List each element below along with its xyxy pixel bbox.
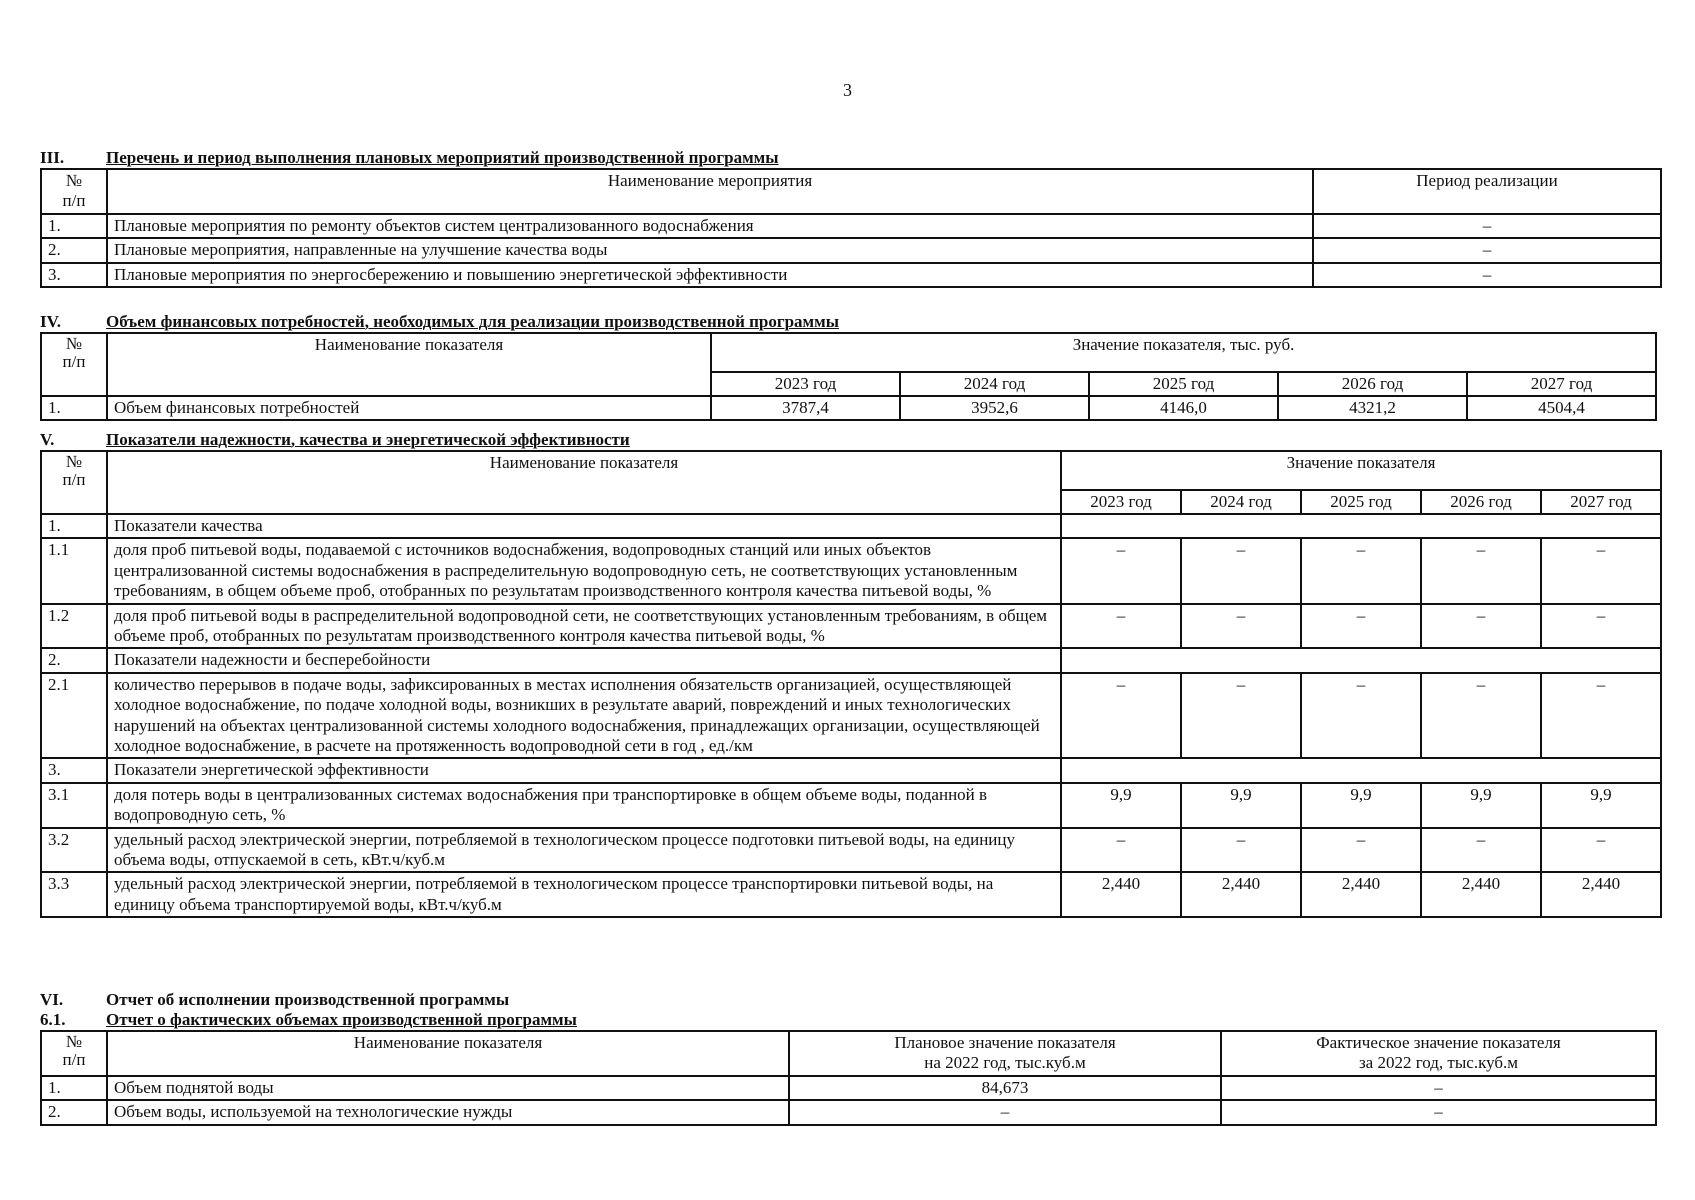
section-4 — [40, 312, 1657, 421]
header-number: № п/п — [41, 1031, 107, 1076]
table-header-row — [41, 1031, 1656, 1076]
row-number: 2.1 — [41, 673, 107, 759]
section-3 — [40, 148, 1662, 288]
table-row — [41, 828, 1661, 873]
row-value: – — [1421, 538, 1541, 603]
header-name-cont — [107, 372, 711, 396]
row-value: 2,440 — [1541, 872, 1661, 917]
row-value: 4504,4 — [1467, 396, 1656, 420]
header-number-cont — [41, 490, 107, 514]
header-number-text: № п/п — [62, 452, 86, 489]
row-number: 2. — [41, 1100, 107, 1124]
row-number: 1. — [41, 1076, 107, 1100]
row-number: 1. — [41, 396, 107, 420]
section-6-title: Отчет об исполнении производственной программы — [106, 989, 510, 1009]
row-value: – — [1541, 538, 1661, 603]
header-number-text: № п/п — [62, 334, 86, 371]
row-value: – — [1061, 604, 1181, 649]
row-name: Плановые мероприятия, направленные на улучшение качества воды — [107, 238, 1313, 262]
row-value: – — [1061, 828, 1181, 873]
row-number: 1.1 — [41, 538, 107, 603]
row-value: – — [1301, 538, 1421, 603]
row-value: – — [1061, 538, 1181, 603]
row-value-empty — [1061, 758, 1661, 782]
section-4-title: Объем финансовых потребностей, необходимых для реализации производственной программы — [106, 311, 839, 331]
row-value: – — [1421, 828, 1541, 873]
row-value: – — [1181, 604, 1301, 649]
section-5 — [40, 430, 1662, 918]
header-number — [41, 333, 107, 372]
years-row — [41, 490, 1661, 514]
row-name: Объем воды, используемой на технологические нужды — [107, 1100, 789, 1124]
year-header: 2024 год — [1181, 490, 1301, 514]
row-name: доля проб питьевой воды, подаваемой с источников водоснабжения, водопроводных станций или иных объектов централизованной системы водоснабжения в распределительную водопроводную сеть, не соответствующих установленным требованиям, в общем объеме проб, отобранных по результатам производственного контроля качества питьевой воды, % — [107, 538, 1061, 603]
header-fact: Фактическое значение показателя за 2022 год, тыс.куб.м — [1221, 1031, 1656, 1076]
section-5-heading — [40, 430, 1662, 450]
section-5-table — [40, 450, 1662, 918]
header-number: № п/п — [41, 169, 107, 214]
row-period: – — [1313, 263, 1661, 287]
section-3-heading — [40, 148, 1662, 168]
row-number: 2. — [41, 648, 107, 672]
table-row — [41, 1100, 1656, 1124]
year-header: 2027 год — [1467, 372, 1656, 396]
table-row — [41, 673, 1661, 759]
table-row — [41, 783, 1661, 828]
year-header: 2023 год — [1061, 490, 1181, 514]
row-value: 2,440 — [1181, 872, 1301, 917]
row-value: 4146,0 — [1089, 396, 1278, 420]
header-number-cont — [41, 372, 107, 396]
header-value: Значение показателя — [1061, 451, 1661, 490]
row-number: 2. — [41, 238, 107, 262]
row-value: – — [1421, 673, 1541, 759]
row-value: – — [1541, 604, 1661, 649]
section-6-heading — [40, 990, 1657, 1010]
row-number: 3. — [41, 263, 107, 287]
row-value: 9,9 — [1181, 783, 1301, 828]
header-name: Наименование мероприятия — [107, 169, 1313, 214]
row-value: – — [1181, 538, 1301, 603]
table-header-row — [41, 333, 1656, 372]
row-value: 9,9 — [1061, 783, 1181, 828]
table-row — [41, 214, 1661, 238]
table-row — [41, 538, 1661, 603]
header-name-cont — [107, 490, 1061, 514]
row-number: 1.2 — [41, 604, 107, 649]
table-row — [41, 604, 1661, 649]
table-row — [41, 263, 1661, 287]
row-name: количество перерывов в подаче воды, зафиксированных в местах исполнения обязательств организацией, осуществляющей холодное водоснабжение, по подаче холодной воды, возникших в результате аварий, повреждений и иных технологических нарушений на объектах централизованной системы холодного водоснабжения, принадлежащих организации, осуществляющей холодное водоснабжение, в расчете на протяженность водопроводной сети в год , ед./км — [107, 673, 1061, 759]
section-6-1-number: 6.1. — [40, 1009, 66, 1029]
section-6-1-title: Отчет о фактических объемах производственной программы — [106, 1009, 577, 1029]
row-value: – — [1541, 828, 1661, 873]
row-plan: – — [789, 1100, 1221, 1124]
table-row — [41, 1076, 1656, 1100]
year-header: 2025 год — [1301, 490, 1421, 514]
row-name: Плановые мероприятия по ремонту объектов систем централизованного водоснабжения — [107, 214, 1313, 238]
row-name: Показатели качества — [107, 514, 1061, 538]
row-period: – — [1313, 238, 1661, 262]
row-value: – — [1301, 604, 1421, 649]
row-value-empty — [1061, 648, 1661, 672]
group-row — [41, 648, 1661, 672]
row-name: Показатели надежности и бесперебойности — [107, 648, 1061, 672]
row-name: Объем поднятой воды — [107, 1076, 789, 1100]
row-name: доля потерь воды в централизованных системах водоснабжения при транспортировке в общем объеме воды, поданной в водопроводную сеть, % — [107, 783, 1061, 828]
row-value: 2,440 — [1061, 872, 1181, 917]
header-name: Наименование показателя — [107, 333, 711, 372]
row-name: удельный расход электрической энергии, потребляемой в технологическом процессе подготовки питьевой воды, на единицу объема воды, отпускаемой в сеть, кВт.ч/куб.м — [107, 828, 1061, 873]
section-3-title: Перечень и период выполнения плановых мероприятий производственной программы — [106, 147, 779, 167]
year-header: 2023 год — [711, 372, 900, 396]
section-6 — [40, 990, 1657, 1126]
section-4-table — [40, 332, 1657, 421]
page-number: 3 — [843, 80, 852, 100]
row-number: 3.3 — [41, 872, 107, 917]
row-period: – — [1313, 214, 1661, 238]
years-row — [41, 372, 1656, 396]
row-number: 1. — [41, 214, 107, 238]
header-name: Наименование показателя — [107, 1031, 789, 1076]
section-5-number: V. — [40, 429, 55, 449]
row-fact: – — [1221, 1076, 1656, 1100]
row-value: 3787,4 — [711, 396, 900, 420]
section-3-number: III. — [40, 147, 65, 167]
row-value: 2,440 — [1421, 872, 1541, 917]
section-6-1-heading — [40, 1010, 1657, 1030]
row-name: Показатели энергетической эффективности — [107, 758, 1061, 782]
row-name: Плановые мероприятия по энергосбережению и повышению энергетической эффективности — [107, 263, 1313, 287]
row-value-empty — [1061, 514, 1661, 538]
header-value: Значение показателя, тыс. руб. — [711, 333, 1656, 372]
group-row — [41, 758, 1661, 782]
header-name: Наименование показателя — [107, 451, 1061, 490]
year-header: 2026 год — [1278, 372, 1467, 396]
table-row — [41, 872, 1661, 917]
year-header: 2025 год — [1089, 372, 1278, 396]
header-number — [41, 451, 107, 490]
row-name: Объем финансовых потребностей — [107, 396, 711, 420]
row-number: 3. — [41, 758, 107, 782]
row-value: – — [1541, 673, 1661, 759]
table-header-row — [41, 451, 1661, 490]
row-value: 4321,2 — [1278, 396, 1467, 420]
year-header: 2026 год — [1421, 490, 1541, 514]
table-row — [41, 238, 1661, 262]
row-value: – — [1181, 673, 1301, 759]
row-number: 3.2 — [41, 828, 107, 873]
row-fact: – — [1221, 1100, 1656, 1124]
row-name: удельный расход электрической энергии, потребляемой в технологическом процессе транспортировки питьевой воды, на единицу объема транспортируемой воды, кВт.ч/куб.м — [107, 872, 1061, 917]
section-5-title: Показатели надежности, качества и энергетической эффективности — [106, 429, 630, 449]
row-number: 3.1 — [41, 783, 107, 828]
row-value: – — [1181, 828, 1301, 873]
row-value: – — [1301, 673, 1421, 759]
row-value: – — [1061, 673, 1181, 759]
row-value: 3952,6 — [900, 396, 1089, 420]
header-period: Период реализации — [1313, 169, 1661, 214]
section-6-number: VI. — [40, 989, 64, 1009]
header-plan: Плановое значение показателя на 2022 год, тыс.куб.м — [789, 1031, 1221, 1076]
section-3-table — [40, 168, 1662, 288]
row-plan: 84,673 — [789, 1076, 1221, 1100]
row-value: – — [1301, 828, 1421, 873]
year-header: 2027 год — [1541, 490, 1661, 514]
section-4-number: IV. — [40, 311, 61, 331]
row-name: доля проб питьевой воды в распределительной водопроводной сети, не соответствующих установленным требованиям, в общем объеме проб, отобранных по результатам производственного контроля качества питьевой воды, % — [107, 604, 1061, 649]
row-number: 1. — [41, 514, 107, 538]
section-6-table — [40, 1030, 1657, 1126]
section-4-heading — [40, 312, 1657, 332]
row-value: 9,9 — [1541, 783, 1661, 828]
row-value: 9,9 — [1421, 783, 1541, 828]
year-header: 2024 год — [900, 372, 1089, 396]
group-row — [41, 514, 1661, 538]
row-value: – — [1421, 604, 1541, 649]
table-row — [41, 396, 1656, 420]
row-value: 9,9 — [1301, 783, 1421, 828]
row-value: 2,440 — [1301, 872, 1421, 917]
table-header-row — [41, 169, 1661, 214]
